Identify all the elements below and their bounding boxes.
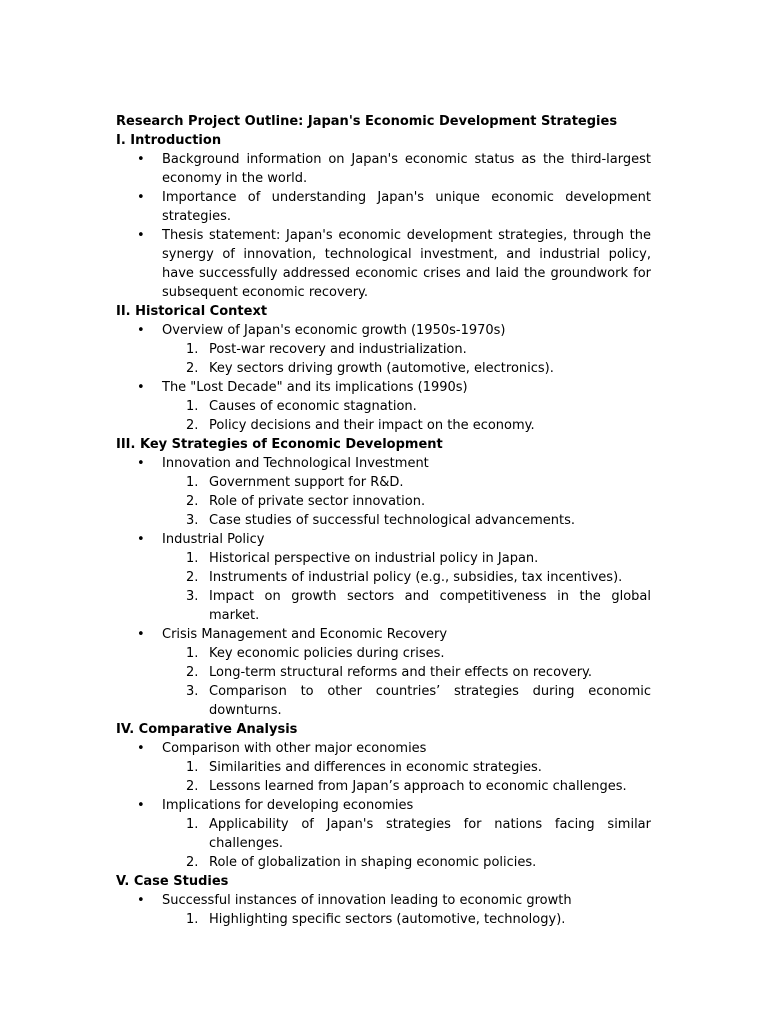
bullet-item [116,226,651,302]
numbered-item [116,853,651,872]
section-heading: I. Introduction [116,133,222,148]
section-heading: IV. Comparative Analysis [116,722,298,737]
numbered-item-text: Post-war recovery and industrialization. [209,342,467,357]
bullet-marker: • [137,893,145,908]
bullet-item [116,321,651,340]
numbered-item [116,663,651,682]
bullet-item [116,378,651,397]
bullet-marker: • [137,380,145,395]
section-heading: II. Historical Context [116,304,268,319]
bullet-marker: • [137,798,145,813]
numbered-item-text: Similarities and differences in economic strategies. [209,760,542,775]
item-number: 1. [186,912,199,927]
numbered-item-text: Long-term structural reforms and their effects on recovery. [209,665,593,680]
numbered-item-text: Key economic policies during crises. [209,646,445,661]
numbered-item [116,758,651,777]
bullet-item [116,739,651,758]
numbered-item [116,492,651,511]
numbered-item-text: Role of private sector innovation. [209,494,426,509]
numbered-item [116,340,651,359]
item-number: 2. [186,570,199,585]
item-number: 2. [186,361,199,376]
document-page [116,112,651,929]
bullet-text: Innovation and Technological Investment [162,456,429,471]
numbered-item-text: Government support for R&D. [209,475,404,490]
numbered-item-text: Highlighting specific sectors (automotive, technology). [209,912,566,927]
numbered-item-text: Key sectors driving growth (automotive, electronics). [209,361,554,376]
bullet-item [116,530,651,549]
numbered-item [116,511,651,530]
numbered-item [116,568,651,587]
item-number: 2. [186,665,199,680]
numbered-item-text: Instruments of industrial policy (e.g., subsidies, tax incentives). [209,570,623,585]
item-number: 3. [186,589,199,604]
bullet-marker: • [137,627,145,642]
bullet-text: Successful instances of innovation leading to economic growth [162,893,572,908]
bullet-marker: • [137,741,145,756]
numbered-item-text: Lessons learned from Japan’s approach to economic challenges. [209,779,627,794]
item-number: 2. [186,418,199,433]
item-number: 3. [186,513,199,528]
bullet-text: The "Lost Decade" and its implications (1990s) [162,380,468,395]
numbered-item-text: Role of globalization in shaping economic policies. [209,855,537,870]
item-number: 1. [186,342,199,357]
numbered-item [116,777,651,796]
numbered-item [116,359,651,378]
item-number: 2. [186,779,199,794]
numbered-item [116,549,651,568]
bullet-marker: • [137,532,145,547]
numbered-item [116,815,651,853]
numbered-item-text: Historical perspective on industrial policy in Japan. [209,551,539,566]
bullet-item [116,796,651,815]
item-number: 1. [186,475,199,490]
bullet-text: Background information on Japan's economic status as the third-largest economy in the world. [162,152,651,186]
numbered-item-text: Impact on growth sectors and competitiveness in the global market. [209,589,651,623]
item-number: 3. [186,684,199,699]
bullet-item [116,150,651,188]
numbered-item [116,644,651,663]
item-number: 1. [186,760,199,775]
bullet-text: Implications for developing economies [162,798,414,813]
outline-sections [116,131,651,929]
numbered-item-text: Causes of economic stagnation. [209,399,417,414]
bullet-marker: • [137,190,145,205]
item-number: 1. [186,646,199,661]
item-number: 2. [186,494,199,509]
document-title: Research Project Outline: Japan's Economic Development Strategies [116,114,618,129]
bullet-marker: • [137,228,145,243]
item-number: 1. [186,817,199,832]
bullet-marker: • [137,152,145,167]
bullet-marker: • [137,323,145,338]
numbered-item-text: Case studies of successful technological advancements. [209,513,576,528]
numbered-item [116,397,651,416]
numbered-item [116,682,651,720]
bullet-item [116,891,651,910]
section-heading: III. Key Strategies of Economic Development [116,437,443,452]
item-number: 2. [186,855,199,870]
numbered-item [116,473,651,492]
numbered-item-text: Comparison to other countries’ strategies during economic downturns. [209,684,651,718]
bullet-item [116,454,651,473]
bullet-item [116,188,651,226]
bullet-text: Overview of Japan's economic growth (1950s-1970s) [162,323,506,338]
bullet-text: Thesis statement: Japan's economic development strategies, through the synergy of innovation, technological investment, and industrial policy, have successfully addressed economic crises and laid the groundwork for subsequent economic recovery. [162,228,651,300]
bullet-item [116,625,651,644]
bullet-text: Comparison with other major economies [162,741,427,756]
item-number: 1. [186,399,199,414]
bullet-text: Importance of understanding Japan's unique economic development strategies. [162,190,651,224]
numbered-item-text: Policy decisions and their impact on the economy. [209,418,535,433]
numbered-item-text: Applicability of Japan's strategies for nations facing similar challenges. [209,817,651,851]
bullet-marker: • [137,456,145,471]
item-number: 1. [186,551,199,566]
numbered-item [116,910,651,929]
numbered-item [116,416,651,435]
section-heading: V. Case Studies [116,874,229,889]
numbered-item [116,587,651,625]
bullet-text: Industrial Policy [162,532,265,547]
bullet-text: Crisis Management and Economic Recovery [162,627,448,642]
